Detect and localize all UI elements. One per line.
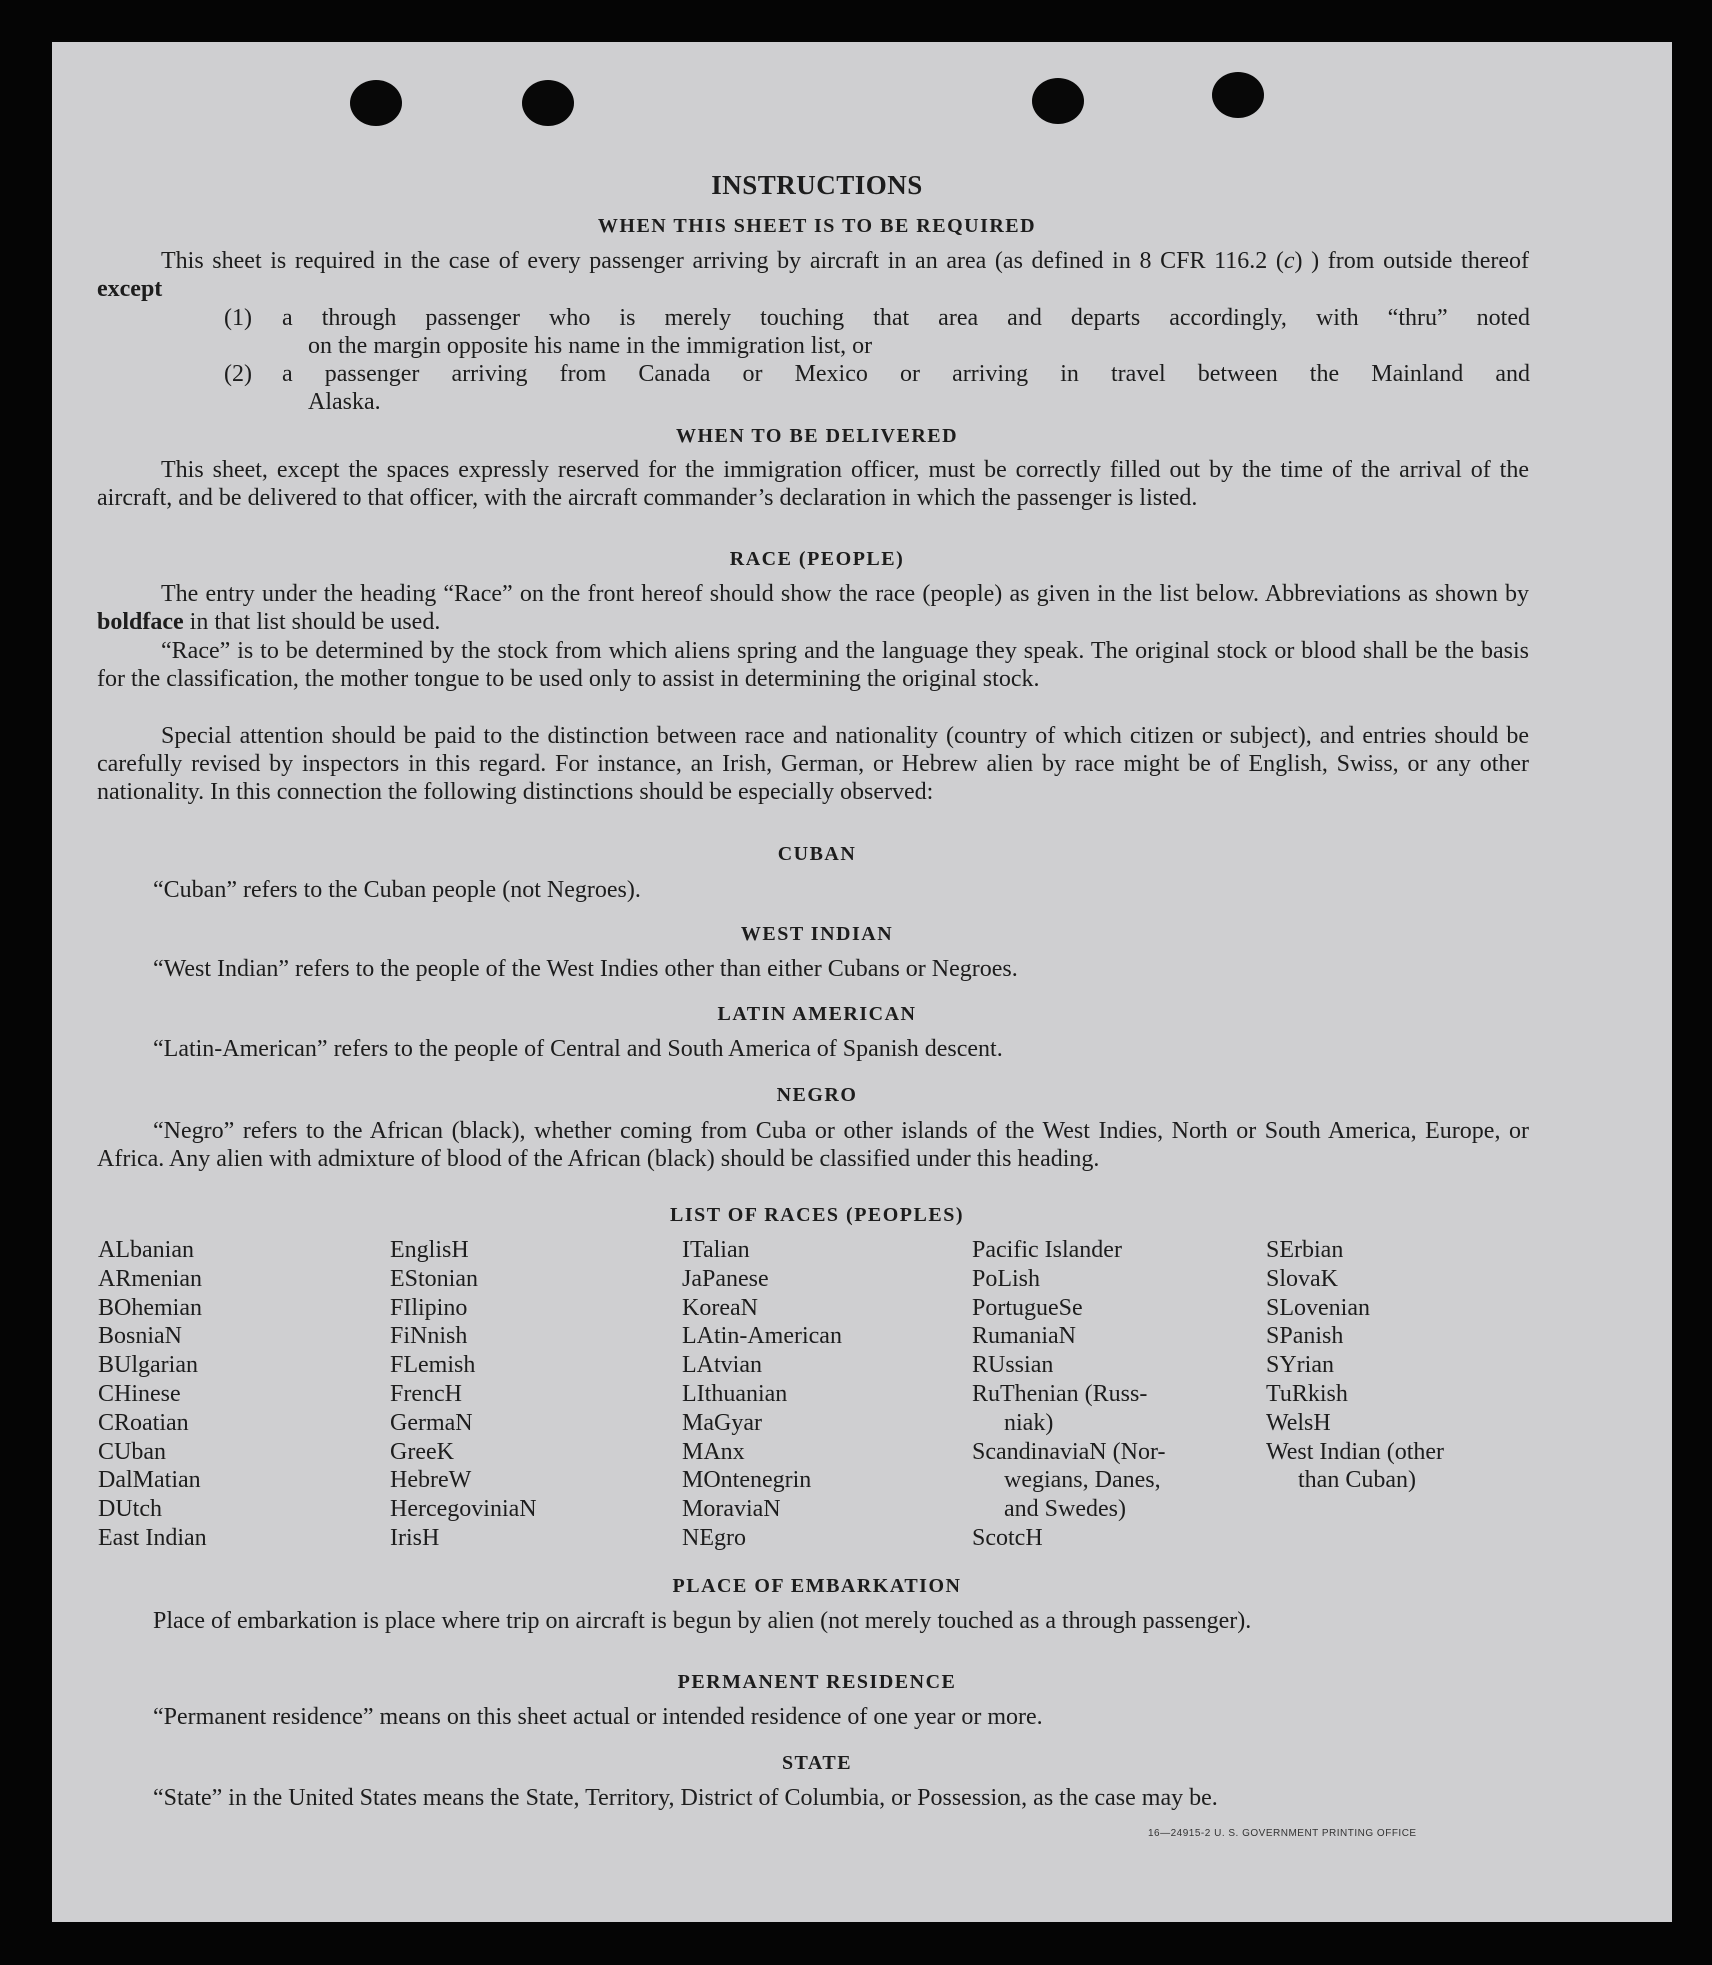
- exception-1-number: (1): [224, 305, 252, 331]
- exception-2-line-2: Alaska.: [308, 389, 381, 415]
- race-list-item: CRoatian: [98, 1409, 189, 1436]
- race-list-item: EnglisH: [390, 1237, 469, 1263]
- race-list-item: ScotcH: [972, 1524, 1043, 1551]
- punch-hole: [1212, 72, 1264, 118]
- west-indian-text: “West Indian” refers to the people of the West Indies other than either Cubans or Negroes.: [153, 956, 1018, 982]
- race-list-item: SYrian: [1266, 1352, 1334, 1379]
- races-column-2: [390, 1236, 537, 1553]
- race-list-item: MAnx: [682, 1438, 745, 1465]
- race-list-item: MoraviaN: [682, 1496, 781, 1523]
- race-list-item: GreeK: [390, 1438, 454, 1465]
- punch-hole: [1032, 78, 1084, 124]
- section-heading-race: RACE (PEOPLE): [729, 548, 905, 570]
- race-list-item: niak): [1004, 1409, 1054, 1436]
- race-list-item: ITalian: [682, 1237, 750, 1263]
- race-list-item: RuThenian (Russ-: [972, 1380, 1148, 1407]
- race-paragraph-3: Special attention should be paid to the distinction between race and nationality (country of which citizen or subject), and entries should be carefully revised by inspectors in this regard. For instance, an Irish, German, or Hebrew alien by race might be of English, Swiss, or any other nationality. In this connection the following distinctions should be especially observed:: [97, 723, 1529, 805]
- section-heading-latin-american: LATIN AMERICAN: [717, 1003, 917, 1025]
- races-column-5: [1266, 1236, 1444, 1495]
- section-heading-state: STATE: [781, 1752, 853, 1774]
- section-heading-list-of-races: LIST OF RACES (PEOPLES): [669, 1204, 964, 1226]
- race-list-item: LAtin-American: [682, 1323, 842, 1350]
- race-list-item: LAtvian: [682, 1352, 762, 1379]
- race-list-item: SLovenian: [1266, 1294, 1370, 1321]
- delivered-text: This sheet, except the spaces expressly reserved for the immigration officer, must be correctly filled out by the time of the arrival of the aircraft, and be delivered to that officer, with the aircraft commander’s declaration in which the passenger is listed.: [97, 457, 1529, 511]
- races-column-4: [972, 1236, 1165, 1553]
- race-list-item: CHinese: [98, 1380, 181, 1407]
- race-list-item: CUban: [98, 1438, 166, 1465]
- race-list-item: WelsH: [1266, 1409, 1331, 1436]
- race-list-item: KoreaN: [682, 1294, 758, 1321]
- race-list-item: DUtch: [98, 1496, 162, 1523]
- negro-text: “Negro” refers to the African (black), whether coming from Cuba or other islands of the West Indies, North or South America, Europe, or Africa. Any alien with admixture of blood of the African (black) should be classified under this heading.: [97, 1118, 1529, 1172]
- race-list-item: MOntenegrin: [682, 1467, 812, 1494]
- race-list-item: PoLish: [972, 1265, 1041, 1292]
- race-list-item: GermaN: [390, 1409, 473, 1436]
- latin-american-text: “Latin-American” refers to the people of Central and South America of Spanish descent.: [153, 1036, 1003, 1062]
- race-list-item: East Indian: [98, 1524, 207, 1551]
- race-list-item: Pacific Islander: [972, 1237, 1122, 1263]
- race-paragraph-1: The entry under the heading “Race” on the front hereof should show the race (people) as given in the list below. Abbreviations as shown by boldface in that list should be used.: [97, 581, 1529, 635]
- race-list-item: PortugueSe: [972, 1294, 1083, 1321]
- race-list-item: BosniaN: [98, 1323, 182, 1350]
- required-intro: This sheet is required in the case of every passenger arriving by aircraft in an area (as defined in 8 CFR 116.2 (c) ) from outside thereof except: [97, 248, 1530, 302]
- race-list-item: FiNnish: [390, 1323, 468, 1350]
- section-heading-permanent-residence: PERMANENT RESIDENCE: [677, 1671, 957, 1693]
- exception-1-line-1: a through passenger who is merely touching that area and departs accordingly, with “thru” noted: [282, 305, 1530, 331]
- race-list-item: BUlgarian: [98, 1352, 198, 1379]
- race-list-item: FLemish: [390, 1352, 476, 1379]
- race-list-item: RUssian: [972, 1352, 1054, 1379]
- race-list-item: FrencH: [390, 1380, 462, 1407]
- section-heading-negro: NEGRO: [776, 1084, 858, 1106]
- race-list-item: than Cuban): [1298, 1467, 1416, 1494]
- race-list-item: HercegoviniaN: [390, 1496, 537, 1523]
- race-list-item: DalMatian: [98, 1467, 201, 1494]
- races-column-3: [682, 1236, 842, 1553]
- punch-hole: [350, 80, 402, 126]
- exception-2-number: (2): [224, 361, 252, 387]
- printing-office-code: 16—24915-2 U. S. GOVERNMENT PRINTING OFFICE: [1148, 1828, 1417, 1839]
- state-text: “State” in the United States means the State, Territory, District of Columbia, or Possession, as the case may be.: [153, 1785, 1218, 1811]
- races-column-1: [98, 1236, 207, 1553]
- exception-2-line-1: a passenger arriving from Canada or Mexico or arriving in travel between the Mainland and: [282, 361, 1530, 387]
- section-heading-west-indian: WEST INDIAN: [740, 923, 894, 945]
- race-list-item: ScandinaviaN (Nor-: [972, 1438, 1166, 1465]
- section-heading-cuban: CUBAN: [777, 843, 857, 865]
- race-list-item: TuRkish: [1266, 1380, 1348, 1407]
- punch-hole: [522, 80, 574, 126]
- race-list-item: SPanish: [1266, 1323, 1344, 1350]
- race-list-item: ALbanian: [98, 1237, 194, 1263]
- race-list-item: SlovaK: [1266, 1265, 1338, 1292]
- page-title: INSTRUCTIONS: [711, 170, 923, 200]
- residence-text: “Permanent residence” means on this sheet actual or intended residence of one year or more.: [153, 1704, 1043, 1730]
- race-list-item: IrisH: [390, 1524, 440, 1551]
- race-list-item: FIlipino: [390, 1294, 468, 1321]
- race-list-item: ARmenian: [98, 1265, 202, 1292]
- race-list-item: West Indian (other: [1266, 1438, 1445, 1465]
- section-heading-when-required: WHEN THIS SHEET IS TO BE REQUIRED: [597, 215, 1037, 237]
- race-list-item: and Swedes): [1004, 1496, 1126, 1523]
- exception-1-line-2: on the margin opposite his name in the immigration list, or: [308, 333, 873, 359]
- race-list-item: SErbian: [1266, 1237, 1344, 1263]
- race-paragraph-2: “Race” is to be determined by the stock from which aliens spring and the language they speak. The original stock or blood shall be the basis for the classification, the mother tongue to be used only to assist in determining the original stock.: [97, 638, 1529, 692]
- race-list-item: JaPanese: [682, 1265, 769, 1292]
- race-list-item: wegians, Danes,: [1004, 1467, 1161, 1494]
- race-list-item: LIthuanian: [682, 1380, 788, 1407]
- race-list-item: EStonian: [390, 1265, 478, 1292]
- cuban-text: “Cuban” refers to the Cuban people (not Negroes).: [153, 877, 641, 903]
- race-list-item: NEgro: [682, 1524, 746, 1551]
- race-list-item: HebreW: [390, 1467, 472, 1494]
- section-heading-when-delivered: WHEN TO BE DELIVERED: [675, 425, 959, 447]
- race-list-item: RumaniaN: [972, 1323, 1076, 1350]
- race-list-item: BOhemian: [98, 1294, 202, 1321]
- embarkation-text: Place of embarkation is place where trip on aircraft is begun by alien (not merely touched as a through passenger).: [153, 1608, 1252, 1634]
- section-heading-embarkation: PLACE OF EMBARKATION: [672, 1575, 962, 1597]
- race-list-item: MaGyar: [682, 1409, 762, 1436]
